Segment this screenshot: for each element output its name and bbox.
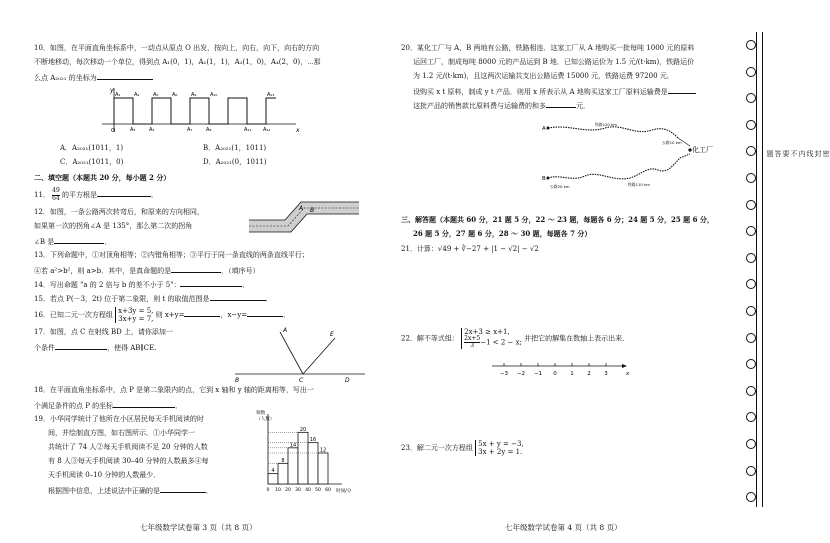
q10-top-labels <box>115 92 274 98</box>
numline-label: 1 <box>570 371 574 377</box>
q20-line4: 设购买 x t 原料，制成 y t 产品．则用 x 所表示从 A 地购买这家工厂原料运输费是 <box>413 86 696 97</box>
q23-eq2: 3x + 2y = 1. <box>478 448 523 456</box>
q10-option-b: B．A₂₀₂₁(1，1011) <box>203 144 267 152</box>
q16: 16．已知二元一次方程组 x+3y = 5, 3x+y = 7, 则 x+y= ，x−y= ． <box>34 307 291 323</box>
binding-hole <box>746 466 756 476</box>
seal-line-notice <box>766 150 830 171</box>
q10-bottom-labels <box>130 127 270 133</box>
q10-x-label: x <box>296 127 300 134</box>
hist-bar <box>308 443 318 484</box>
q19-line4: 有 8 人③每天手机阅读 30–40 分钟的人数最多④每 <box>48 457 209 465</box>
q19-line6: 根据图中信息，上述说法中正确的是 ． <box>48 487 213 495</box>
numline-label: 0 <box>553 371 557 377</box>
binding-margin <box>740 0 830 543</box>
seal-char: 内 <box>798 150 806 157</box>
binding-hole <box>746 93 756 103</box>
hist-x-tick: 40 <box>305 488 311 493</box>
q23: 23．解二元一次方程组 5x + y = −3, 3x + 2y = 1. <box>401 440 524 456</box>
q20-map-factory: 化工厂 <box>692 146 713 154</box>
svg-text:C: C <box>299 377 304 384</box>
q10-origin-label: O <box>111 128 116 134</box>
q10-bottom-label: A₇ <box>187 127 193 133</box>
q10-top-label: A₁₀ <box>210 92 218 98</box>
binding-hole <box>746 279 756 289</box>
q10-top-label: A₅ <box>153 92 159 98</box>
q11: 11． $\frac{49}{64}$ 的平方根是 ． <box>34 187 159 202</box>
q23-eq1: 5x + y = −3, <box>478 440 524 448</box>
section3-line1: 三、解答题（本题共 60 分，21 题 5 分，22 ～ 23 题，每题各 6 分；24 题 5 分，25 题 6 分， <box>401 215 714 224</box>
left-footer: 七年级数学试卷第 3 页（共 8 页） <box>140 523 257 532</box>
binding-hole <box>746 173 756 183</box>
right-page <box>395 0 740 543</box>
q16-eq1: x+3y = 5, <box>118 307 154 315</box>
left-page <box>0 0 395 543</box>
svg-text:A: A <box>283 327 288 334</box>
q10-bottom-label: A₄ <box>149 127 155 133</box>
seal-char: 密 <box>822 150 830 157</box>
numline-arrow <box>622 364 627 368</box>
numline-var: x <box>626 371 630 377</box>
q10-line3: 么点 A₂₀₂₁ 的坐标为 <box>34 72 153 83</box>
numline-label: −2 <box>516 371 526 377</box>
q20-map-a: A <box>542 126 546 132</box>
numline-label: −1 <box>533 371 543 377</box>
section2-heading: 二、填空题（本题共 20 分，每小题 2 分） <box>34 173 171 182</box>
q20-line1: 20．某化工厂与 A，B 两地有公路，铁路相连．这家工厂从 A 地购买一批每吨 1000 元的原料 <box>401 44 695 52</box>
q19-line5: 天手机阅读 0–10 分钟的人数最少． <box>48 471 161 479</box>
hist-bar <box>288 448 298 484</box>
seal-char: 题 <box>766 150 774 157</box>
binding-hole <box>746 492 756 502</box>
q12-line2: 如果第一次的拐角∠A 是 135°，那么第二次的拐角 <box>34 222 193 230</box>
binding-hole <box>746 386 756 396</box>
q10-line1: 10．如图，在平面直角坐标系中，一动点从原点 O 出发，按向上，向右，向下，向右的方向 <box>34 44 320 52</box>
q12-road-figure <box>247 196 362 238</box>
hist-bar <box>318 453 328 484</box>
hist-x-tick: 10 <box>275 488 281 493</box>
q10-bottom-label: A₃ <box>130 127 136 133</box>
q10-top-label: A₁₃ <box>267 92 275 98</box>
q14: 14．写出命题 "a 的 2 倍与 b 的差不小于 5"： ． <box>34 281 250 289</box>
binding-hole <box>746 306 756 316</box>
q12-label-b: B <box>310 207 315 214</box>
hist-data-label: 4 <box>271 468 275 475</box>
binding-hole <box>746 146 756 156</box>
binding-hole <box>746 412 756 422</box>
svg-text:铁路120 km: 铁路120 km <box>595 122 617 127</box>
q10-y-label: y <box>110 87 114 94</box>
q20-line5: 这批产品的销售款比原料费与运输费的和多 元． <box>413 102 590 110</box>
q10-top-label: A₉ <box>191 92 197 98</box>
q20-map <box>540 118 740 194</box>
hist-data-label: 12 <box>319 447 327 454</box>
q17-figure <box>225 326 375 384</box>
q10-option-a: A．A₂₀₂₁(1011，1) <box>60 144 124 152</box>
binding-hole <box>746 200 756 210</box>
q19-histogram <box>250 410 365 500</box>
q22-eq1: 2x+3 ≥ x+1, <box>464 328 510 336</box>
binding-hole <box>746 359 756 369</box>
hist-bar <box>278 463 288 484</box>
binding-hole <box>746 226 756 236</box>
binding-hole <box>746 40 756 50</box>
numline-label: 3 <box>604 371 608 377</box>
hist-data-label: 16 <box>309 437 317 444</box>
hist-x-tick: 50 <box>315 488 321 493</box>
q20-line2: 运回工厂，制成每吨 8000 元的产品运到 B 地．已知公路运价为 1.5 元/(t·km)，铁路运价 <box>413 58 695 66</box>
svg-text:公路20 km: 公路20 km <box>550 184 570 189</box>
hist-bar <box>298 432 308 484</box>
q18-line2: 个满足条件的点 P 的坐标 ． <box>34 402 183 410</box>
svg-text:D: D <box>345 377 350 384</box>
q10-option-c: C．A₂₀₂₁(1011，0) <box>60 158 124 166</box>
q10-top-label: A₂ <box>134 92 140 98</box>
q10-option-d: D．A₂₀₂₁(0，1011) <box>203 158 267 166</box>
q10-top-label: A₆ <box>172 92 178 98</box>
hist-y-label: 频数（人数） <box>256 411 275 422</box>
svg-text:铁路110 km: 铁路110 km <box>628 182 650 187</box>
seal-char: 要 <box>782 150 790 157</box>
section3-line2: 26 题 5 分，27 题 6 分，28 ～ 30 题，每题各 7 分） <box>413 229 592 238</box>
q12-line1: 12．如图，一条公路两次转弯后，和原来的方向相同， <box>34 208 204 216</box>
q17-line1: 17．如图，点 C 在射线 BD 上，请你添加一 <box>34 328 173 336</box>
binding-hole <box>746 439 756 449</box>
q15: 15．若点 P(－3，2t) 位于第二象限，则 t 的取值范围是 ． <box>34 295 273 303</box>
svg-text:公路10 km: 公路10 km <box>662 140 682 145</box>
q22: 22．解不等式组： 2x+3 ≥ x+1, $\frac{2x+5}{3}$ −1 < 2 − x; 并把它的解集在数轴上表示出来． <box>401 328 630 349</box>
q12-line3: ∠B 是 ． <box>34 238 112 246</box>
numline-label: 2 <box>587 371 591 377</box>
numline-label: −3 <box>499 371 509 377</box>
q12-label-a: A <box>299 205 304 212</box>
q13-line1: 13．下列命题中，①对顶角相等；②内错角相等；③平行于同一条直线的两条直线平行； <box>34 251 309 259</box>
q10-line2: 不断地移动，每次移动一个单位，得到点 A₁(0，1)，A₂(1，1)，A₃(1，0)，A₄(2，0)，⋯那 <box>34 58 321 66</box>
seal-char: 答 <box>774 150 782 157</box>
svg-text:B: B <box>235 377 240 384</box>
hist-data-label: 8 <box>281 457 285 464</box>
hist-data-label: 20 <box>299 426 307 433</box>
q11-frac-den: 64 <box>52 194 60 202</box>
svg-text:E: E <box>330 331 334 338</box>
q22-number-line <box>490 360 630 380</box>
q17-line2: 个条件 ，使得 AB∥CE. <box>34 344 157 352</box>
q18-line1: 18．在平面直角坐标系中，点 P 是第二象限内的点，它到 x 轴和 y 轴的距离相等，写出一 <box>34 386 314 394</box>
right-footer: 七年级数学试卷第 4 页（共 8 页） <box>505 523 622 532</box>
q19-line2: 间，并绘制直方图，如右图所示．①小华同学一 <box>48 429 195 437</box>
hist-bar <box>268 474 278 484</box>
q20-map-b: B <box>542 176 546 182</box>
q19-line3: 共统计了 74 人②每天手机阅读不足 20 分钟的人数 <box>48 443 208 451</box>
hist-x-tick: 30 <box>295 488 301 493</box>
hist-x-tick: 20 <box>285 488 291 493</box>
hist-x-label: 时间/分 <box>336 489 352 494</box>
binding-hole <box>746 67 756 77</box>
binding-hole <box>746 120 756 130</box>
q10-bottom-label: A₈ <box>206 127 212 133</box>
binding-hole <box>746 333 756 343</box>
seal-char: 不 <box>790 150 798 157</box>
q21: 21．计算：√49 + ∛−27 + |1 − √2| − √2 <box>401 245 539 253</box>
q20-line3: 为 1.2 元/(t·km)，且这两次运输共支出公路运费 15000 元，铁路运费 97200 元． <box>413 72 674 80</box>
seal-char: 封 <box>814 150 822 157</box>
hist-x-tick: 0 <box>266 488 270 493</box>
hist-data-label: 14 <box>289 442 297 449</box>
q10-bottom-label: A₁₂ <box>263 127 271 133</box>
seal-char: 线 <box>806 150 814 157</box>
q10-path <box>114 98 276 124</box>
q13-line2: ④若 a²>b²，则 a>b．其中，是真命题的是 ．（填序号） <box>34 267 260 275</box>
q21-expression: √49 + ∛−27 + |1 − √2| − √2 <box>437 245 539 253</box>
q19-line1: 19．小华同学统计了他所在小区居民每天手机阅读的时 <box>34 415 204 423</box>
hist-x-tick: 60 <box>325 488 331 493</box>
q10-bottom-label: A₁₁ <box>244 127 252 133</box>
q16-eq2: 3x+y = 7, <box>118 315 154 323</box>
q10-staircase-figure <box>100 86 300 138</box>
q10-top-label: A₁ <box>115 92 121 98</box>
binding-hole <box>746 253 756 263</box>
q11-frac-num: 49 <box>52 187 60 194</box>
